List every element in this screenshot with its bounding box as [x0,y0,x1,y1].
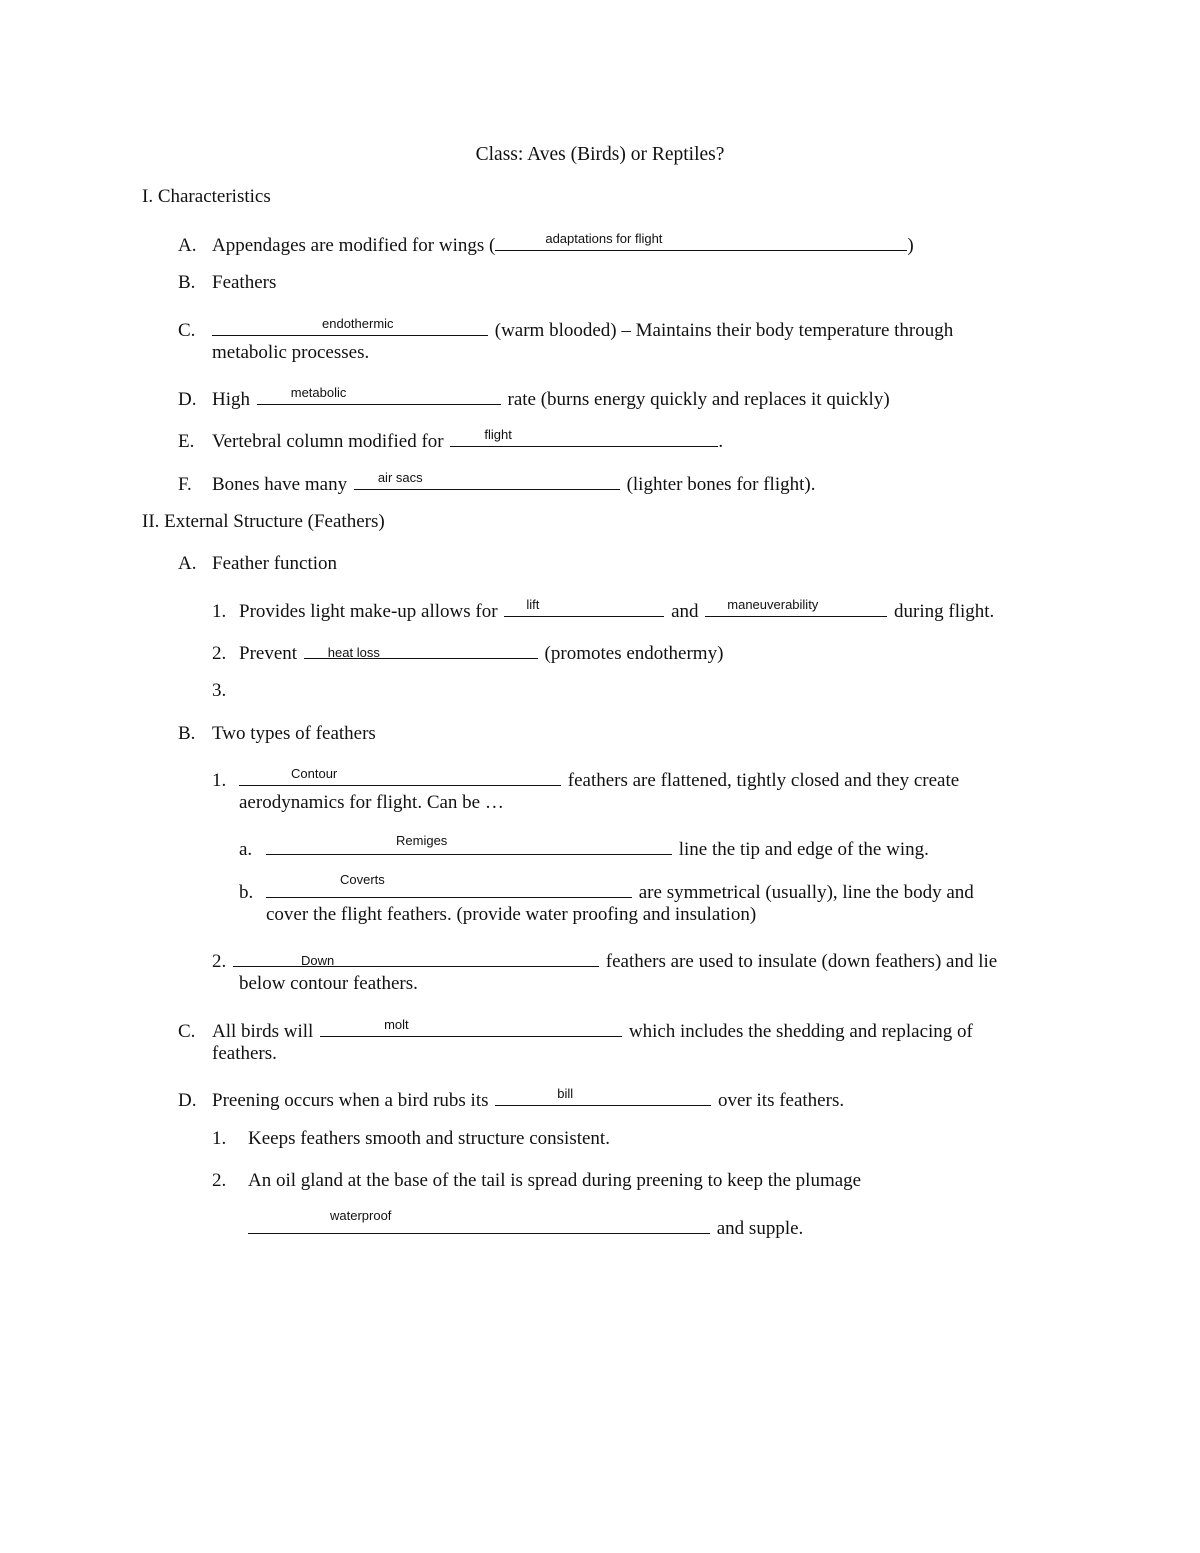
item-text: (warm blooded) – Maintains their body temperature through [494,320,954,341]
section-heading-external-structure: II. External Structure (Feathers) [142,511,385,532]
item-text: Prevent [239,643,298,664]
answer-text: waterproof [330,1208,392,1223]
item-label: 2. [212,951,227,972]
item-label: 2. [212,643,227,664]
item-2c [178,1016,973,1043]
item-label: 1. [212,601,227,622]
item-text: Keeps feathers smooth and structure consistent. [248,1128,610,1149]
item-2b-1b [239,872,974,904]
item-1d [178,384,890,411]
item-text: are symmetrical (usually), line the body and [638,882,974,903]
item-text: Feathers [212,272,277,293]
item-2b-1 [212,765,959,792]
item-text: Two types of feathers [212,723,376,744]
item-text: Feather function [212,553,338,574]
answer-text: Coverts [340,872,385,887]
item-2a-3 [212,680,239,702]
answer-blank [495,1085,711,1106]
answer-blank [266,872,632,898]
answer-blank [504,596,664,617]
answer-blank [233,946,599,967]
answer-text: heat loss [327,645,380,660]
item-text-end: over its feathers. [718,1090,845,1111]
item-text-end: . [718,431,724,452]
item-1c [178,315,953,342]
item-label: b. [239,882,254,903]
item-label: a. [239,839,253,860]
answer-text: molt [384,1017,409,1032]
item-text-end: (promotes endothermy) [544,643,724,664]
answer-blank [212,315,488,336]
item-text-end: rate (burns energy quickly and replaces it quickly) [507,389,890,410]
item-text: An oil gland at the base of the tail is spread during preening to keep the plumage [248,1170,862,1191]
item-2a-2 [212,638,723,665]
answer-text: air sacs [377,470,423,485]
answer-text-2: maneuverability [727,597,819,612]
item-label: D. [178,389,197,410]
item-text: Preening occurs when a bird rubs its [212,1090,489,1111]
item-2c-continued: feathers. [212,1043,277,1064]
answer-text: Remiges [396,833,448,848]
answer-blank [320,1016,622,1037]
item-label: F. [178,474,192,495]
answer-blank [239,765,561,786]
item-text: Appendages are modified for wings ( [212,235,496,256]
item-label: E. [178,431,195,452]
answer-text: Down [301,953,335,968]
item-2b-1-continued: aerodynamics for flight. Can be … [239,792,504,813]
item-1f [178,469,815,496]
item-2a-1 [212,596,994,623]
page-title: Class: Aves (Birds) or Reptiles? [475,144,725,165]
item-text: Bones have many [212,474,348,495]
answer-blank [450,426,718,447]
item-2b-1b-continued: cover the flight feathers. (provide water proofing and insulation) [266,904,757,925]
item-label: A. [178,553,197,574]
item-label: 2. [212,1170,227,1191]
answer-text: lift [526,597,540,612]
item-2d-2-continued [248,1208,804,1240]
answer-text: bill [557,1086,574,1101]
answer-blank [266,834,672,855]
item-label: 1. [212,1128,227,1149]
item-text: feathers are flattened, tightly closed and they create [567,770,960,791]
item-text-end: and supple. [716,1218,804,1239]
item-label: C. [178,1021,196,1042]
item-text-end: ) [907,235,914,256]
answer-text: adaptations for flight [545,231,663,246]
answer-text: Contour [291,766,338,781]
answer-text: flight [484,427,512,442]
item-text: Vertebral column modified for [212,431,444,452]
item-2b-2 [212,946,997,973]
answer-blank [304,638,538,659]
answer-text: metabolic [290,385,347,400]
item-label: B. [178,272,196,293]
item-text-end: which includes the shedding and replacing of [628,1021,973,1042]
item-1e [178,426,723,453]
answer-blank [248,1208,710,1234]
item-label: B. [178,723,196,744]
item-text: feathers are used to insulate (down feathers) and lie [605,951,998,972]
item-label: 1. [212,770,227,791]
section-heading-characteristics: I. Characteristics [142,186,271,207]
item-2a [178,553,337,575]
item-1b [178,272,276,294]
item-text-mid: and [671,601,699,622]
item-text: High [212,389,250,410]
answer-blank [495,230,907,251]
item-text: line the tip and edge of the wing. [678,839,929,860]
item-2b-2-continued: below contour feathers. [239,973,418,994]
item-2d-1 [212,1128,610,1150]
item-text: All birds will [212,1021,314,1042]
answer-blank [257,384,501,405]
item-2b [178,723,376,745]
answer-blank-2 [705,596,887,617]
item-text: Provides light make-up allows for [239,601,498,622]
item-text-end: during flight. [894,601,995,622]
item-1c-continued: metabolic processes. [212,342,370,363]
answer-text: endothermic [322,316,394,331]
item-1a [178,230,914,257]
item-label: C. [178,320,196,341]
item-label: A. [178,235,197,256]
item-text-end: (lighter bones for flight). [626,474,816,495]
item-label: D. [178,1090,197,1111]
item-2b-1a [239,834,929,861]
item-label: 3. [212,680,227,701]
answer-blank [354,469,620,490]
item-2d [178,1085,844,1112]
item-2d-2 [212,1170,861,1192]
